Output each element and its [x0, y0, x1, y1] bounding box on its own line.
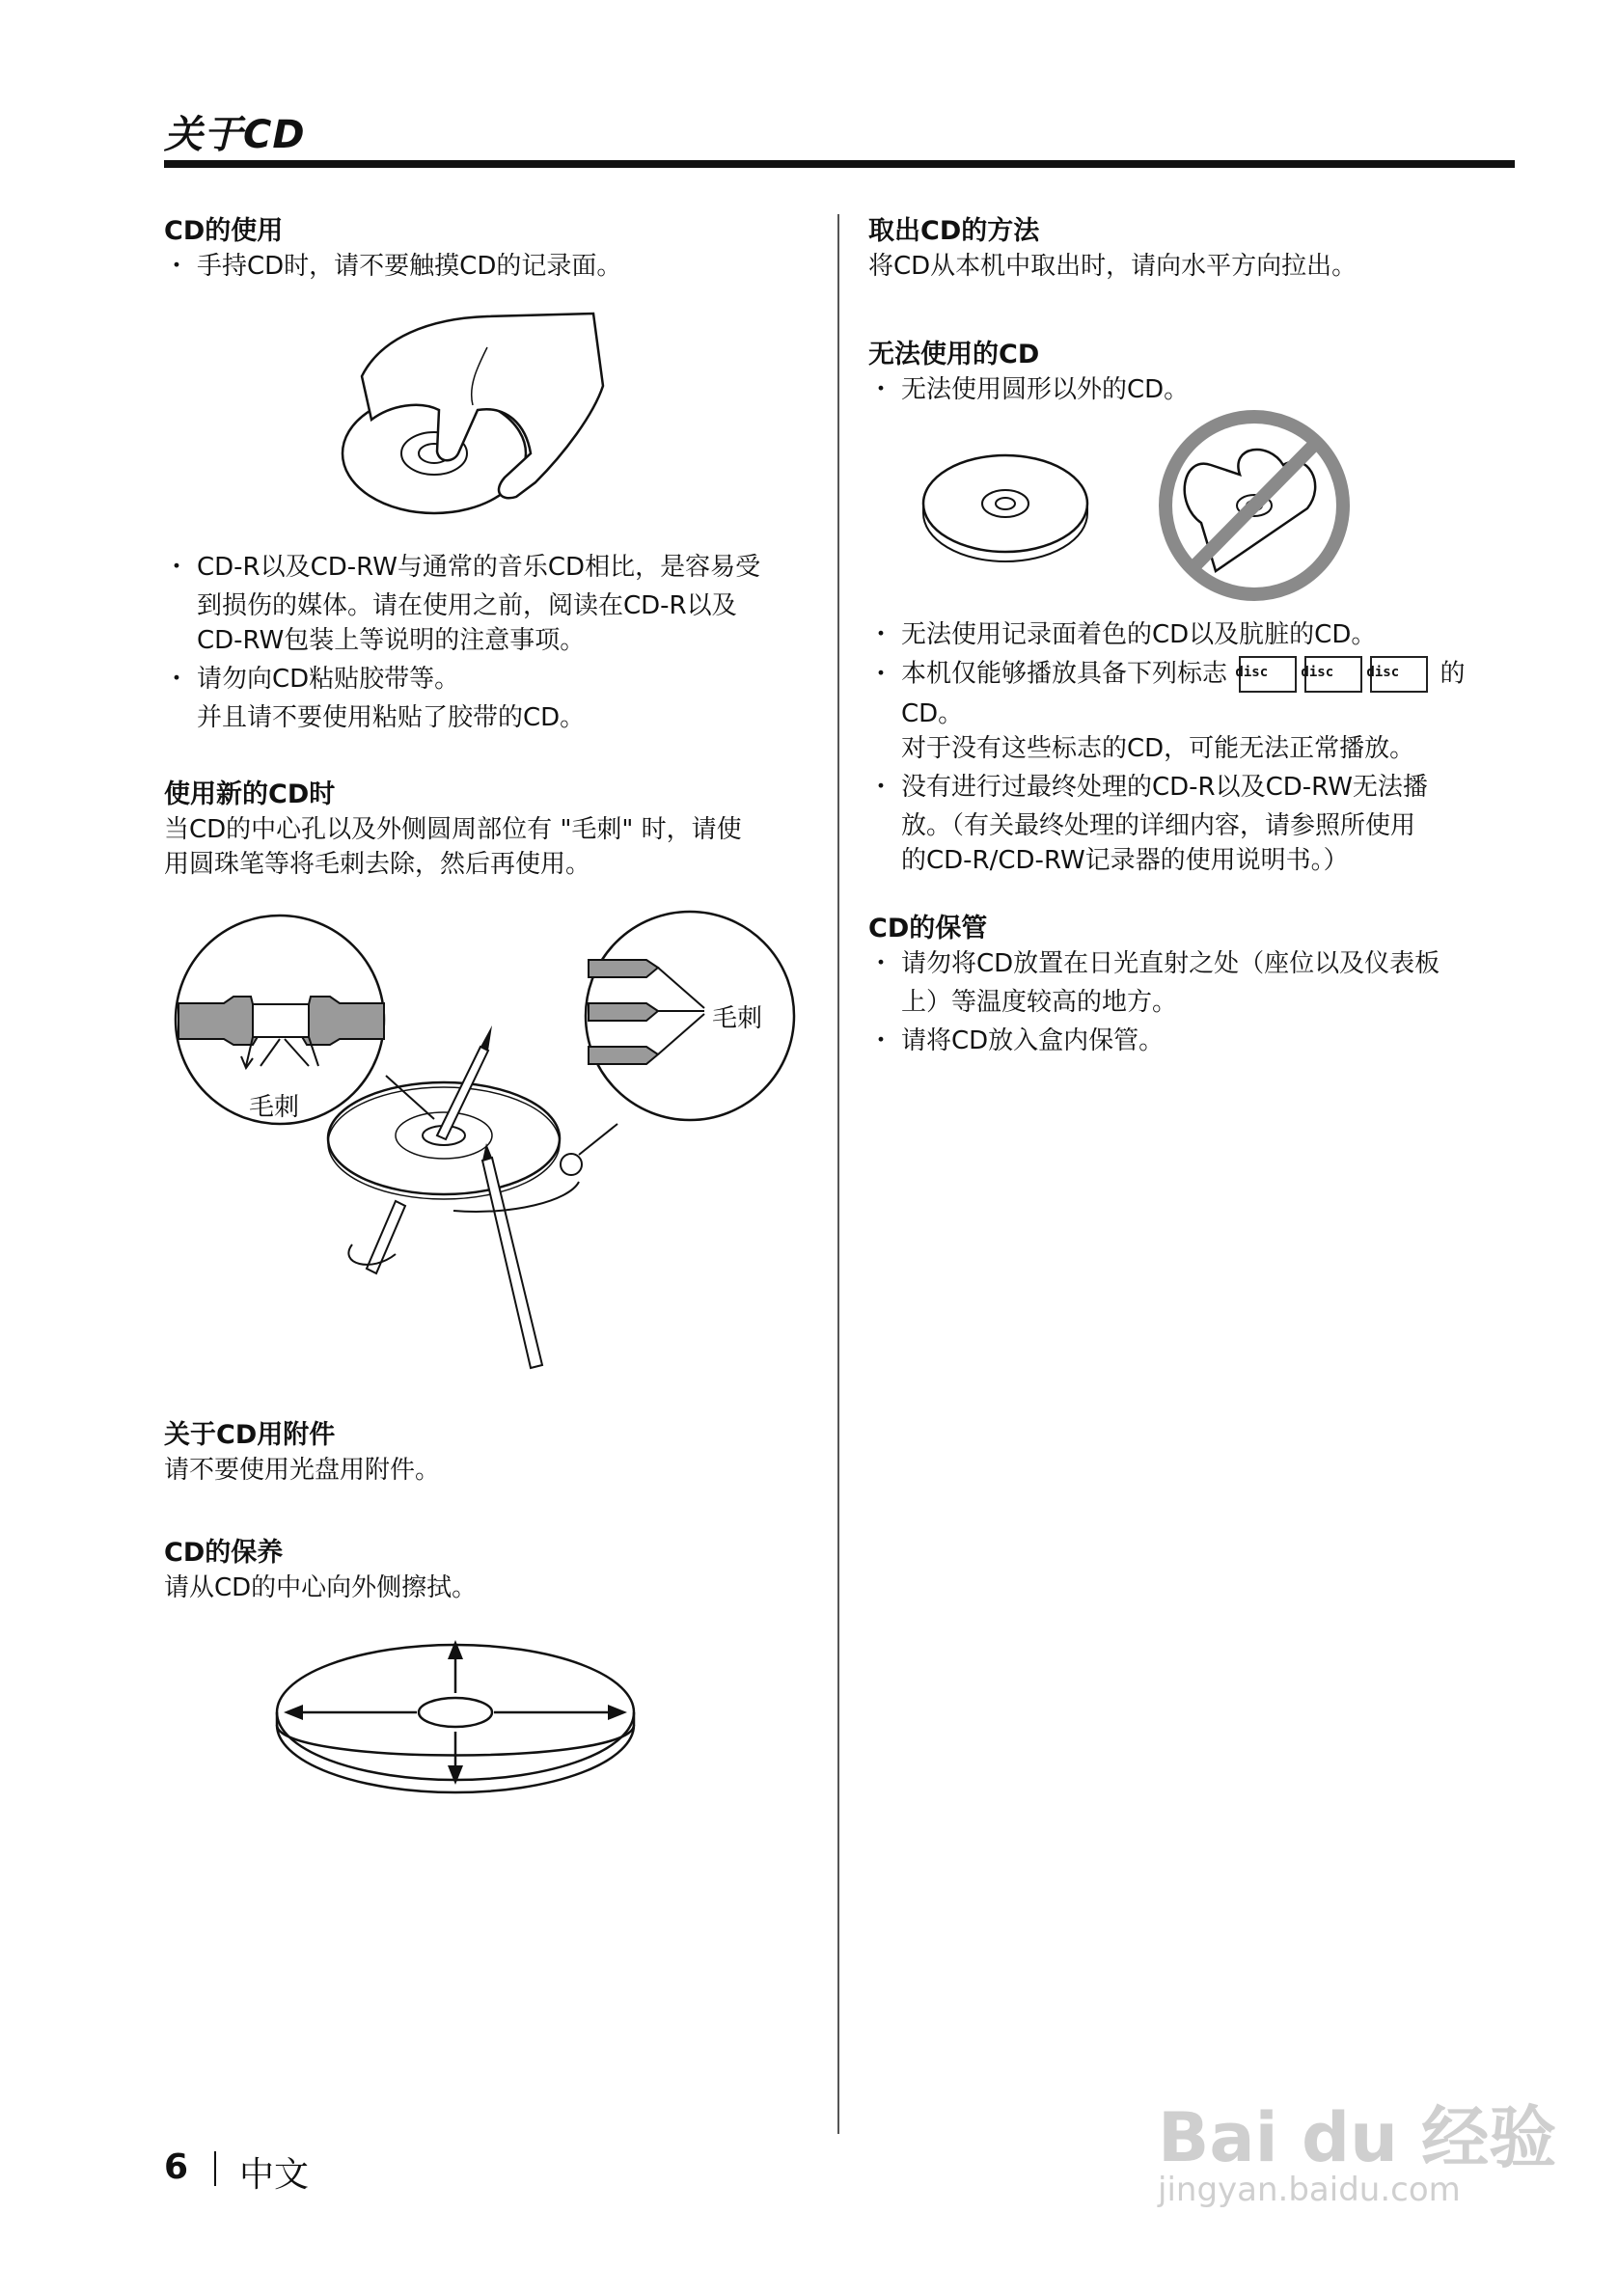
footer-language: 中文: [239, 2155, 310, 2195]
bullet-item: ・ 本机仅能够播放具备下列标志 disc disc disc 的: [868, 656, 1534, 693]
bullet-cont-line: 到损伤的媒体。请在使用之前，阅读在CD-R以及: [197, 591, 737, 620]
paragraph: 将CD从本机中取出时，请向水平方向拉出。: [868, 252, 1357, 281]
hand-holding-cd-illustration: [343, 309, 613, 540]
paragraph-line: 用圆珠笔等将毛刺去除，然后再使用。: [164, 850, 591, 879]
section-cd-storage: [868, 912, 1534, 1062]
section-cd-usage-cont: [164, 550, 820, 735]
compact-disc-recordable-logo-icon: disc: [1304, 656, 1362, 693]
bullet-item: ・ CD-R以及CD-RW与通常的音乐CD相比，是容易受: [164, 553, 761, 582]
paragraph: 请不要使用光盘用附件。: [164, 1456, 441, 1485]
bullet-item: ・ 没有进行过最终处理的CD-R以及CD-RW无法播: [868, 773, 1428, 802]
paragraph: 请从CD的中心向外侧擦拭。: [164, 1573, 478, 1602]
section-accessories: [164, 1418, 820, 1488]
bullet-item: ・ 无法使用记录面着色的CD以及肮脏的CD。: [868, 620, 1377, 649]
section-heading: 无法使用的CD: [868, 340, 1040, 369]
bullet-cont-line: 放。（有关最终处理的详细内容，请参照所使用: [901, 811, 1416, 840]
page-number: 6: [164, 2147, 189, 2187]
section-heading: 使用新的CD时: [164, 779, 336, 809]
bullet-item: ・ 无法使用圆形以外的CD。: [868, 375, 1190, 404]
cd-wiping-illustration: [272, 1630, 639, 1814]
section-unusable-cd-cont: [868, 617, 1534, 878]
bullet-cont-line: CD-RW包装上等说明的注意事项。: [197, 626, 586, 655]
bullet-item: ・ 请勿将CD放置在日光直射之处（座位以及仪表板: [868, 949, 1440, 978]
burr-label-left: 毛刺: [249, 1093, 300, 1122]
column-divider: [837, 214, 839, 2134]
section-remove-cd: [868, 214, 1524, 284]
bullet-cont-line: 的CD-R/CD-RW记录器的使用说明书。）: [901, 846, 1349, 875]
footer-separator: [214, 2151, 216, 2186]
bullet-cont-line: 上）等温度较高的地方。: [901, 988, 1178, 1017]
section-heading: CD的保管: [868, 914, 988, 943]
page-title: 关于CD: [164, 113, 306, 157]
watermark-url: jingyan.baidu.com: [1158, 2171, 1461, 2209]
burr-label-right: 毛刺: [712, 1004, 763, 1033]
section-cd-care: [164, 1536, 820, 1605]
section-heading: 关于CD用附件: [164, 1420, 336, 1450]
bullet-cont-line: 对于没有这些标志的CD，可能无法正常播放。: [901, 734, 1415, 763]
section-unusable-cd: [868, 338, 1524, 411]
section-new-cd: [164, 778, 830, 882]
section-heading: CD的使用: [164, 216, 284, 246]
bullet-item: ・ 请将CD放入盒内保管。: [868, 1026, 1165, 1055]
burr-removal-illustration: [164, 912, 820, 1394]
compact-disc-logo-icon: disc: [1239, 656, 1297, 693]
compact-disc-rewritable-logo-icon: disc: [1370, 656, 1428, 693]
unusable-cd-shapes-illustration: [921, 417, 1471, 610]
section-heading: CD的保养: [164, 1538, 284, 1568]
bullet-cont-line: 并且请不要使用粘贴了胶带的CD。: [197, 703, 586, 732]
section-cd-usage: [164, 214, 820, 287]
bullet-cont-line: CD。: [901, 699, 964, 728]
bullet-item: ・ 手持CD时，请不要触摸CD的记录面。: [164, 252, 622, 281]
title-rule: [164, 160, 1515, 168]
section-heading: 取出CD的方法: [868, 216, 1040, 246]
watermark-logo: Bai du 经验: [1158, 2098, 1557, 2177]
paragraph-line: 当CD的中心孔以及外侧圆周部位有 "毛刺" 时，请使: [164, 815, 742, 844]
bullet-item: ・ 请勿向CD粘贴胶带等。: [164, 665, 460, 694]
